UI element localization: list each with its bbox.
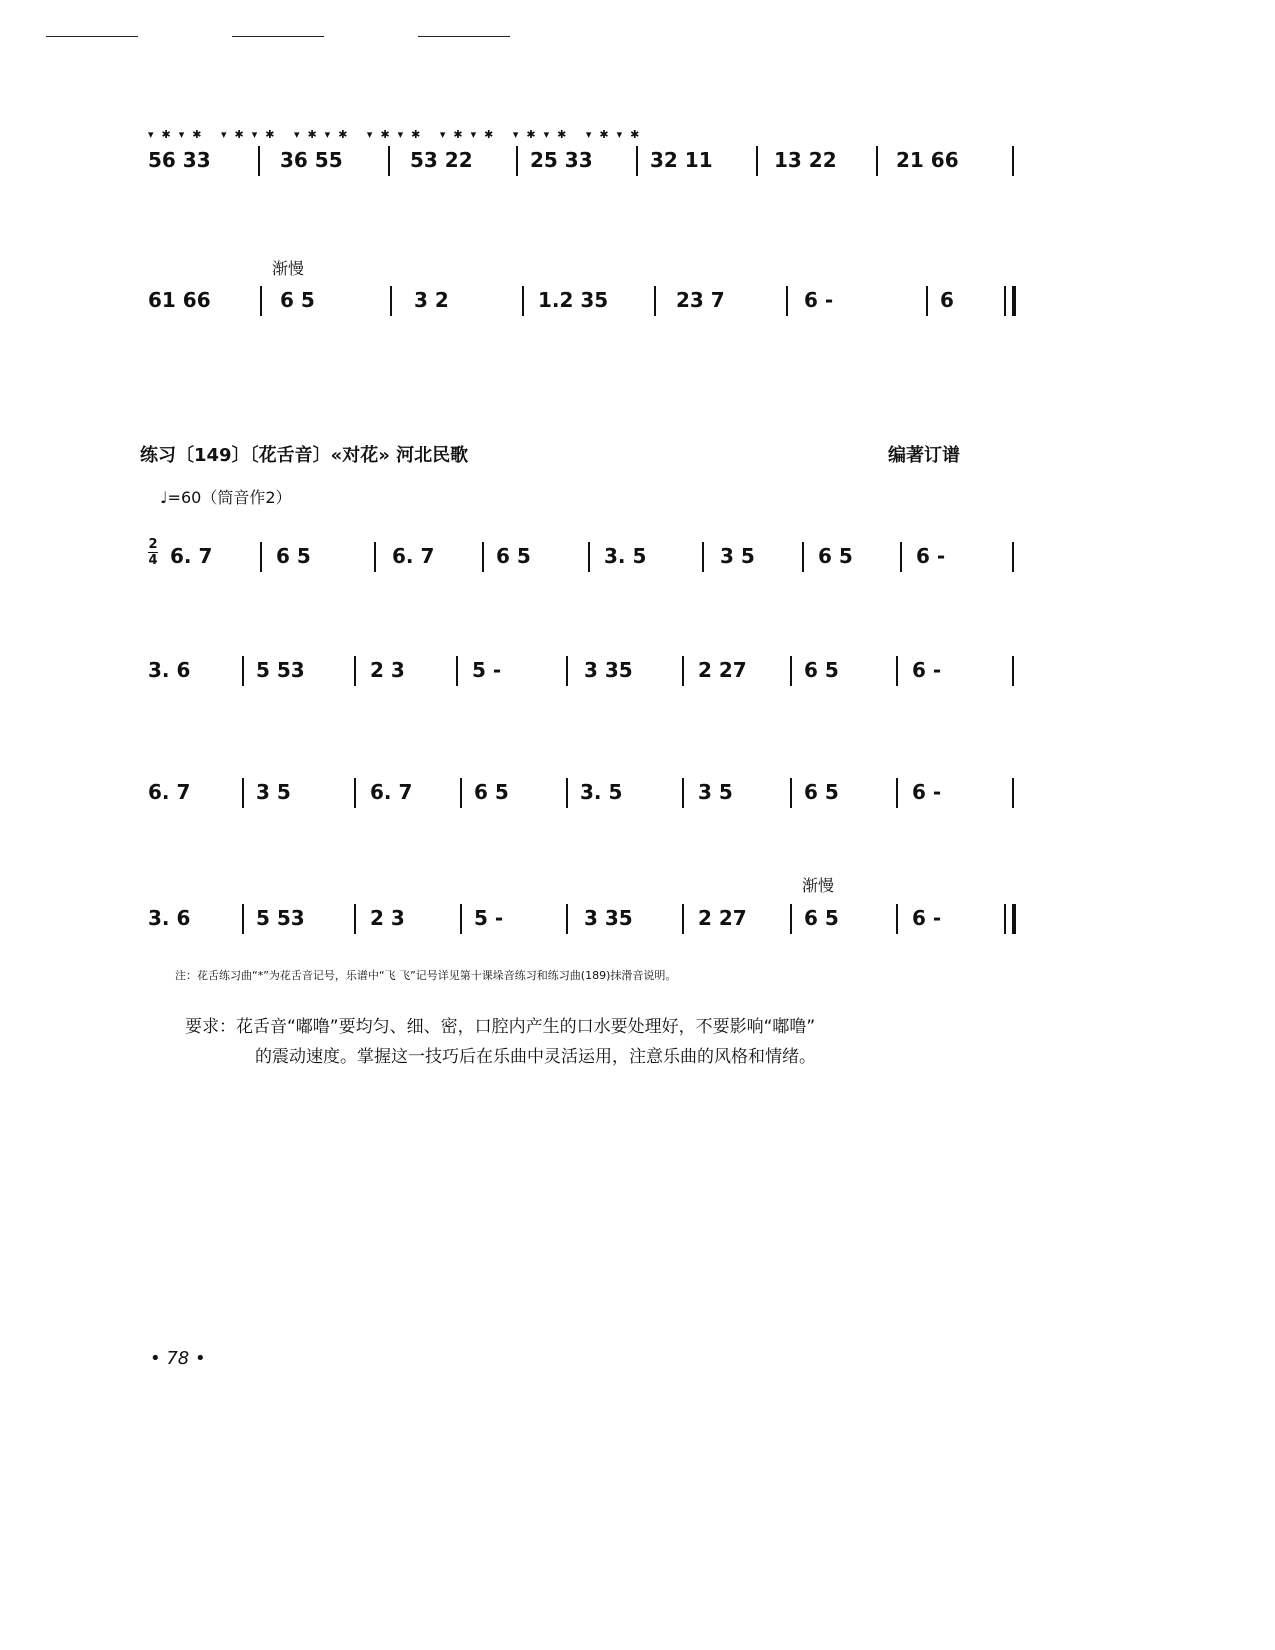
- barline: [636, 146, 638, 176]
- measure: 6. 7: [148, 780, 191, 804]
- measure: 2 27: [698, 658, 747, 682]
- measure: 25 33: [530, 148, 593, 172]
- barline: [390, 286, 392, 316]
- barline: [260, 286, 262, 316]
- barline: [900, 542, 902, 572]
- score-row-2: [148, 260, 1028, 340]
- barline: [354, 778, 356, 808]
- measure: 3 35: [584, 906, 633, 930]
- barline: [354, 656, 356, 686]
- measure: 2 3: [370, 906, 405, 930]
- measure: 6 -: [912, 780, 942, 804]
- measure: 6 5: [474, 780, 509, 804]
- measure: 2 3: [370, 658, 405, 682]
- measure: 3. 6: [148, 658, 191, 682]
- measure: 6 5: [276, 544, 311, 568]
- measure: 23 7: [676, 288, 725, 312]
- measure: 6 5: [818, 544, 853, 568]
- ritardando-label: 渐慢: [272, 259, 305, 278]
- measure: 3. 6: [148, 906, 191, 930]
- ornament-marks: ▾✱▾✱ ▾✱▾✱ ▾✱▾✱ ▾✱▾✱ ▾✱▾✱ ▾✱▾✱ ▾✱▾✱: [148, 128, 648, 141]
- measure: 3 5: [698, 780, 733, 804]
- barline: [242, 778, 244, 808]
- barline: [1012, 146, 1014, 176]
- barline: [756, 146, 758, 176]
- measure: 6 -: [916, 544, 946, 568]
- tempo-marking: ♩=60（筒音作2）: [160, 488, 292, 507]
- measure: 3 5: [720, 544, 755, 568]
- measure: 5 53: [256, 906, 305, 930]
- measure: 6 5: [496, 544, 531, 568]
- barline: [460, 778, 462, 808]
- measure: 61 66: [148, 288, 211, 312]
- measure: 6 -: [912, 906, 942, 930]
- barline: [516, 146, 518, 176]
- measure: 6. 7: [370, 780, 413, 804]
- score-row-5: [148, 752, 1028, 832]
- measure: 6 5: [804, 780, 839, 804]
- barline: [790, 656, 792, 686]
- score-row-6: [148, 878, 1028, 958]
- measure: 53 22: [410, 148, 473, 172]
- measure: 6. 7: [392, 544, 435, 568]
- measure: 3. 5: [580, 780, 623, 804]
- top-rule-2: [232, 36, 324, 37]
- measure: 5 -: [474, 906, 504, 930]
- measure: 6: [940, 288, 954, 312]
- editor-credit: 编著订谱: [888, 445, 960, 466]
- barline: [896, 904, 898, 934]
- barline: [896, 778, 898, 808]
- measure: 21 66: [896, 148, 959, 172]
- measure: 6 -: [804, 288, 834, 312]
- barline: [682, 778, 684, 808]
- barline: [566, 656, 568, 686]
- barline: [588, 542, 590, 572]
- barline: [260, 542, 262, 572]
- barline: [1012, 542, 1014, 572]
- barline: [896, 656, 898, 686]
- top-rule-1: [46, 36, 138, 37]
- measure: 6 5: [804, 906, 839, 930]
- barline: [876, 146, 878, 176]
- ritardando-label: 渐慢: [802, 876, 835, 895]
- measure: 56 33: [148, 148, 211, 172]
- measure: 2 27: [698, 906, 747, 930]
- barline: [682, 904, 684, 934]
- barline: [258, 146, 260, 176]
- barline: [786, 286, 788, 316]
- exercise-title: 练习〔149〕〔花舌音〕«对花» 河北民歌: [140, 445, 469, 466]
- top-rule-3: [418, 36, 510, 37]
- barline: [354, 904, 356, 934]
- measure: 3. 5: [604, 544, 647, 568]
- page-number: • 78 •: [150, 1348, 206, 1369]
- barline: [926, 286, 928, 316]
- barline: [388, 146, 390, 176]
- barline: [654, 286, 656, 316]
- barline: [374, 542, 376, 572]
- barline: [1012, 778, 1014, 808]
- barline: [460, 904, 462, 934]
- barline: [566, 904, 568, 934]
- barline: [790, 778, 792, 808]
- score-row-3: [148, 516, 1028, 596]
- barline: [702, 542, 704, 572]
- barline: [482, 542, 484, 572]
- measure: 13 22: [774, 148, 837, 172]
- footnote: 注：花舌练习曲“*”为花舌音记号，乐谱中“飞 飞”记号详见第十课垛音练习和练习曲(189)抹滑音说明。: [175, 969, 677, 982]
- barline: [242, 904, 244, 934]
- final-barline: [1012, 286, 1016, 316]
- measure: 5 -: [472, 658, 502, 682]
- measure: 3 5: [256, 780, 291, 804]
- barline: [522, 286, 524, 316]
- barline: [242, 656, 244, 686]
- barline: [682, 656, 684, 686]
- barline: [566, 778, 568, 808]
- final-barline: [1012, 904, 1016, 934]
- barline: [790, 904, 792, 934]
- measure: 3 2: [414, 288, 449, 312]
- barline: [456, 656, 458, 686]
- measure: 1.2 35: [538, 288, 609, 312]
- measure: 3 35: [584, 658, 633, 682]
- measure: 6 5: [280, 288, 315, 312]
- requirement-text: [185, 1012, 1045, 1072]
- requirement-line-1: 要求：花舌音“嘟噜”要均匀、细、密，口腔内产生的口水要处理好，不要影响“嘟噜”: [185, 1017, 816, 1037]
- requirement-line-2: 的震动速度。掌握这一技巧后在乐曲中灵活运用，注意乐曲的风格和情绪。: [255, 1047, 816, 1067]
- measure: 5 53: [256, 658, 305, 682]
- time-signature: 2 4: [148, 537, 158, 568]
- score-row-1: [148, 120, 1028, 200]
- measure: 6 -: [912, 658, 942, 682]
- barline: [1012, 656, 1014, 686]
- barline: [802, 542, 804, 572]
- measure: 32 11: [650, 148, 713, 172]
- measure: 36 55: [280, 148, 343, 172]
- measure: 6. 7: [170, 544, 213, 568]
- measure: 6 5: [804, 658, 839, 682]
- score-row-4: [148, 630, 1028, 710]
